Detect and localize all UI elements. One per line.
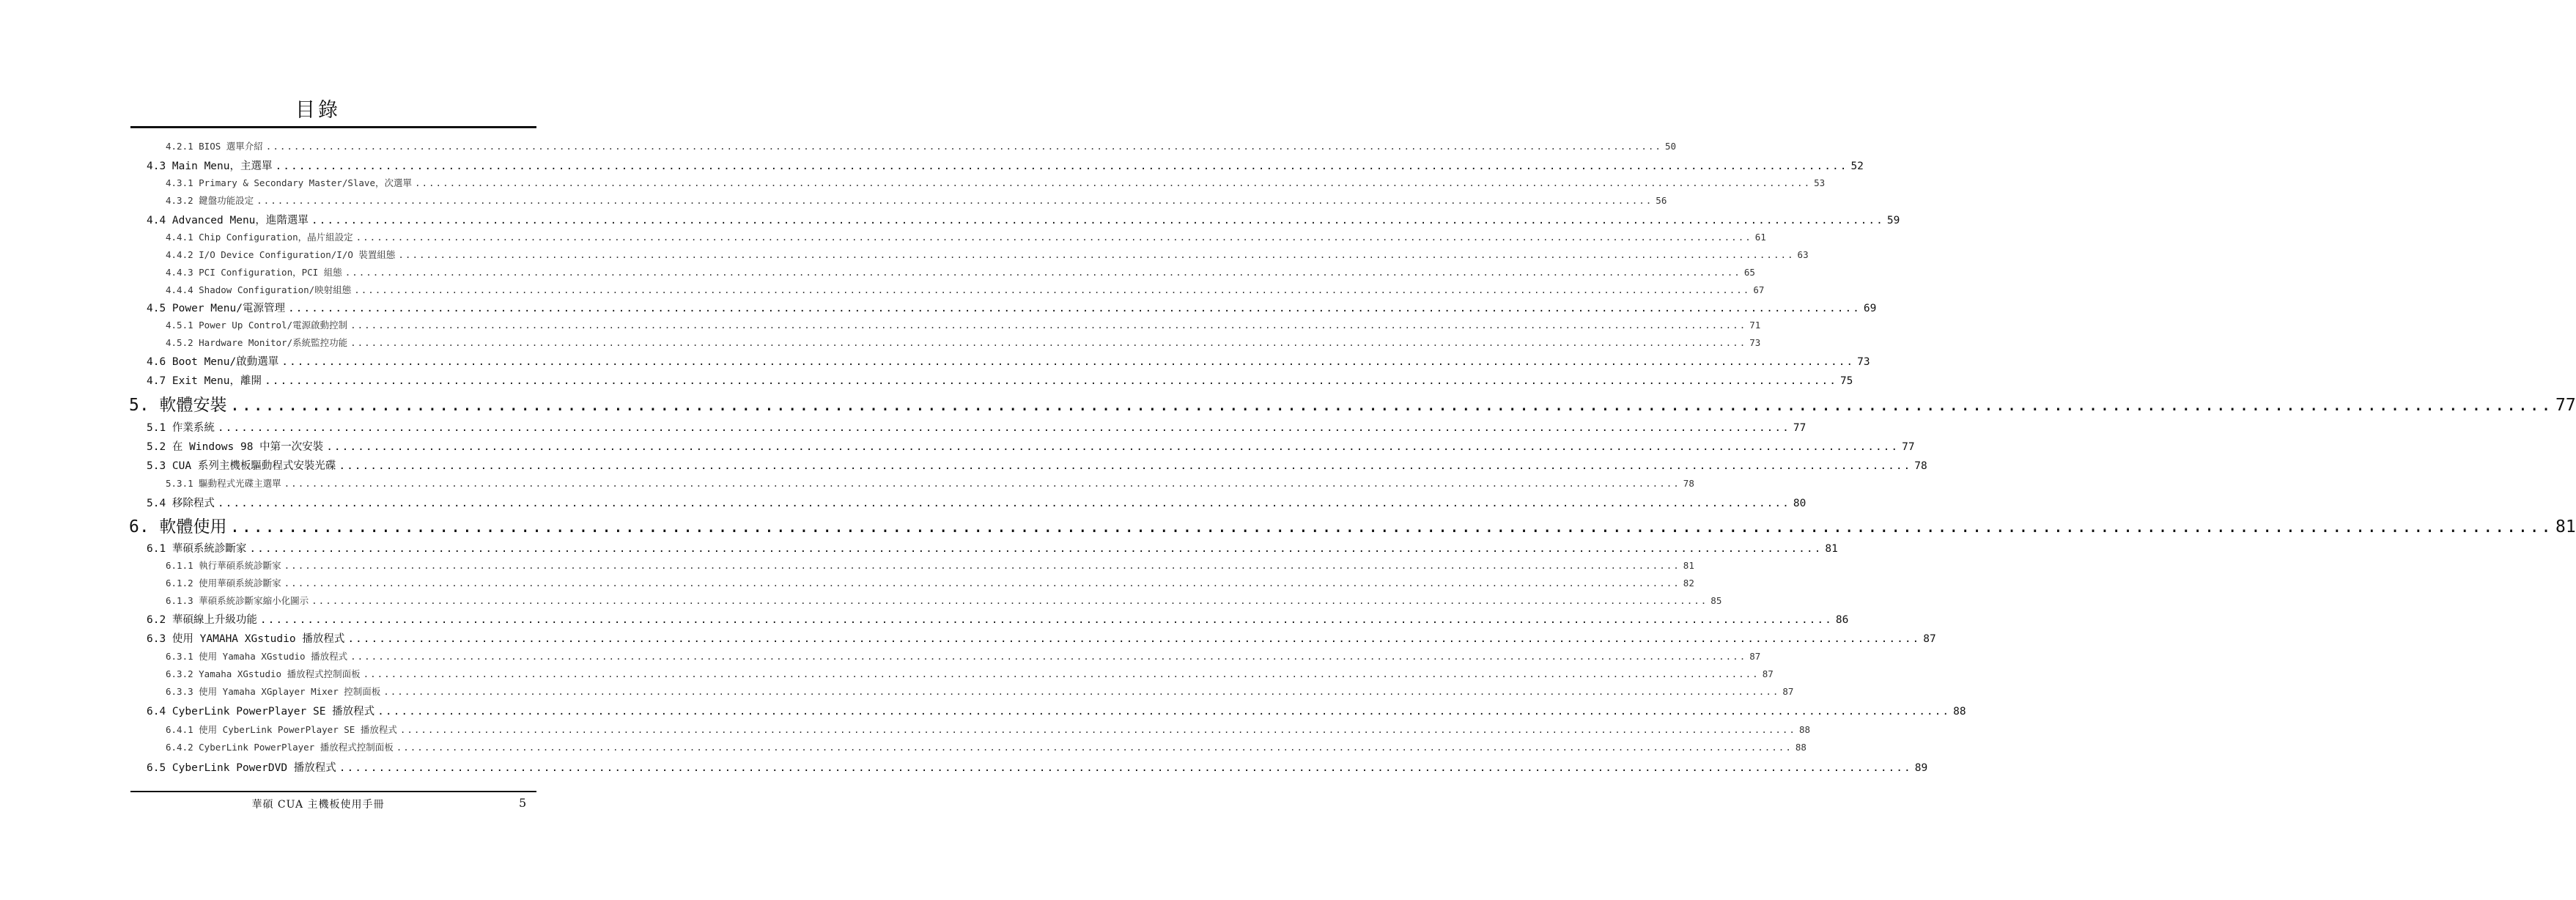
toc-entry bbox=[166, 193, 1667, 207]
toc-leader-dots: ........................................................................................................................................................................................................ bbox=[249, 543, 1823, 555]
toc-leader-dots: ........................................................................................................................................................................................................ bbox=[414, 177, 1812, 188]
toc-entry-label: 6.1 華碩系統診斷家 bbox=[147, 543, 247, 555]
toc-entry-page: 77 bbox=[1793, 422, 1806, 434]
toc-leader-dots: ........................................................................................................................................................................................................ bbox=[265, 375, 1837, 387]
toc-entry bbox=[147, 372, 1853, 388]
toc-entry bbox=[147, 703, 1966, 718]
toc-leader-dots: ........................................................................................................................................................................................................ bbox=[217, 498, 1790, 509]
toc-entry bbox=[166, 265, 1755, 279]
toc-leader-dots: ........................................................................................................................................................................................................ bbox=[339, 762, 1912, 774]
toc-entry-label: 5.3.1 驅動程式光碟主選單 bbox=[166, 478, 281, 489]
toc-entry bbox=[166, 649, 1761, 663]
toc-entry-label: 4.3.2 鍵盤功能設定 bbox=[166, 195, 254, 206]
toc-entry-page: 80 bbox=[1793, 498, 1806, 509]
toc-entry-page: 65 bbox=[1743, 267, 1755, 278]
toc-entry bbox=[147, 630, 1936, 646]
toc-leader-dots: ........................................................................................................................................................................................................ bbox=[275, 161, 1848, 172]
toc-leader-dots: ........................................................................................................................................................................................................ bbox=[350, 651, 1747, 662]
toc-entry-page: 78 bbox=[1683, 478, 1694, 489]
toc-entry-label: 4.4 Advanced Menu，進階選單 bbox=[147, 215, 309, 226]
toc-leader-dots: ........................................................................................................................................................................................................ bbox=[350, 320, 1747, 331]
toc-entry-page: 87 bbox=[1762, 668, 1774, 679]
toc-entry-label: 5.2 在 Windows 98 中第一次安裝 bbox=[147, 441, 324, 453]
toc-entry-label: 6.3 使用 YAMAHA XGstudio 播放程式 bbox=[147, 633, 345, 645]
footer-rule bbox=[130, 791, 536, 792]
footer-title: 華碩 CUA 主機板使用手冊 bbox=[251, 799, 385, 811]
toc-entry bbox=[147, 419, 1806, 435]
toc-entry bbox=[166, 594, 1722, 607]
toc-entry-page: 61 bbox=[1754, 232, 1766, 243]
toc-entry bbox=[147, 540, 1838, 556]
toc-leader-dots: ........................................................................................................................................................................................................ bbox=[284, 560, 1680, 571]
page-title: 目錄 bbox=[295, 99, 341, 122]
toc-entry-label: 6.1.2 使用華碩系統診斷家 bbox=[166, 578, 281, 589]
toc-entry bbox=[166, 558, 1694, 572]
toc-entry bbox=[129, 391, 2576, 416]
toc-entry-label: 4.4.2 I/O Device Configuration/I/O 裝置組態 bbox=[166, 249, 396, 260]
toc-entry-label: 6.3.1 使用 Yamaha XGstudio 播放程式 bbox=[166, 651, 348, 662]
toc-leader-dots: ........................................................................................................................................................................................................ bbox=[311, 595, 1708, 606]
toc-entry-page: 77 bbox=[2555, 396, 2576, 415]
toc-entry-label: 6. 軟體使用 bbox=[129, 517, 227, 536]
toc-entry-label: 4.3 Main Menu，主選單 bbox=[147, 161, 273, 172]
toc-entry bbox=[166, 336, 1761, 349]
toc-entry bbox=[166, 685, 1794, 698]
toc-entry bbox=[166, 576, 1694, 589]
toc-leader-dots: ........................................................................................................................................................................................................ bbox=[350, 337, 1747, 348]
toc-entry bbox=[147, 300, 1877, 315]
toc-entry-label: 4.4.1 Chip Configuration，晶片組設定 bbox=[166, 232, 353, 243]
toc-entry bbox=[147, 611, 1849, 627]
toc-entry-page: 53 bbox=[1814, 177, 1826, 188]
toc-entry bbox=[166, 476, 1694, 490]
toc-entry bbox=[166, 723, 1811, 736]
toc-entry-label: 6.3.3 使用 Yamaha XGplayer Mixer 控制面板 bbox=[166, 686, 381, 697]
toc-entry-page: 81 bbox=[2555, 517, 2576, 536]
toc-entry-label: 5.4 移除程式 bbox=[147, 498, 215, 509]
toc-entry-label: 4.5 Power Menu/電源管理 bbox=[147, 303, 285, 314]
toc-entry-label: 6.2 華碩線上升級功能 bbox=[147, 614, 257, 626]
toc-entry bbox=[166, 139, 1676, 152]
toc-leader-dots: ........................................................................................................................................................................................................ bbox=[229, 396, 2553, 415]
toc-leader-dots: ........................................................................................................................................................................................................ bbox=[354, 284, 1751, 295]
toc-entry bbox=[147, 353, 1870, 369]
toc-entry-label: 5.1 作業系統 bbox=[147, 422, 215, 434]
toc-entry-page: 52 bbox=[1850, 161, 1864, 172]
toc-entry-label: 4.4.3 PCI Configuration，PCI 組態 bbox=[166, 267, 342, 278]
toc-entry-page: 73 bbox=[1749, 337, 1761, 348]
toc-entry-page: 88 bbox=[1795, 742, 1806, 753]
toc-entry-label: 4.5.2 Hardware Monitor/系統監控功能 bbox=[166, 337, 348, 348]
toc-leader-dots: ........................................................................................................................................................................................................ bbox=[284, 478, 1680, 489]
toc-entry-page: 88 bbox=[1953, 706, 1966, 718]
toc-entry-label: 5. 軟體安裝 bbox=[129, 396, 227, 415]
toc-entry-page: 87 bbox=[1782, 686, 1794, 697]
title-rule bbox=[130, 126, 536, 128]
toc-entry bbox=[147, 438, 1915, 454]
toc-entry-label: 4.4.4 Shadow Configuration/映射組態 bbox=[166, 284, 352, 295]
toc-leader-dots: ........................................................................................................................................................................................................ bbox=[217, 422, 1790, 434]
toc-entry-label: 5.3 CUA 系列主機板驅動程式安裝光碟 bbox=[147, 460, 336, 472]
toc-leader-dots: ........................................................................................................................................................................................................ bbox=[339, 460, 1912, 472]
toc-entry-page: 82 bbox=[1683, 578, 1694, 589]
toc-entry bbox=[166, 318, 1761, 331]
toc-entry-page: 63 bbox=[1797, 249, 1809, 260]
toc-entry-label: 6.1.1 執行華碩系統診斷家 bbox=[166, 560, 281, 571]
toc-leader-dots: ........................................................................................................................................................................................................ bbox=[265, 141, 1662, 152]
toc-entry bbox=[147, 212, 1900, 227]
toc-entry-label: 4.2.1 BIOS 選單介紹 bbox=[166, 141, 263, 152]
toc-entry bbox=[166, 283, 1765, 296]
toc-leader-dots: ........................................................................................................................................................................................................ bbox=[399, 724, 1796, 735]
toc-leader-dots: ........................................................................................................................................................................................................ bbox=[377, 706, 1951, 718]
toc-entry-label: 4.5.1 Power Up Control/電源啟動控制 bbox=[166, 320, 348, 331]
toc-entry bbox=[166, 667, 1774, 680]
toc-leader-dots: ........................................................................................................................................................................................................ bbox=[326, 441, 1900, 453]
toc-leader-dots: ........................................................................................................................................................................................................ bbox=[355, 232, 1752, 243]
toc-entry-page: 75 bbox=[1839, 375, 1853, 387]
toc-leader-dots: ........................................................................................................................................................................................................ bbox=[287, 303, 1861, 314]
toc-leader-dots: ........................................................................................................................................................................................................ bbox=[281, 356, 1855, 368]
toc-entry-page: 85 bbox=[1710, 595, 1722, 606]
toc-entry bbox=[166, 176, 1826, 189]
toc-entry-page: 50 bbox=[1664, 141, 1676, 152]
toc-entry-page: 77 bbox=[1902, 441, 1915, 453]
toc-leader-dots: ........................................................................................................................................................................................................ bbox=[383, 686, 1780, 697]
toc-entry bbox=[166, 248, 1809, 261]
toc-entry-page: 88 bbox=[1798, 724, 1811, 735]
toc-entry-page: 89 bbox=[1914, 762, 1928, 774]
toc-entry-label: 4.6 Boot Menu/啟動選單 bbox=[147, 356, 279, 368]
toc-entry-label: 6.4 CyberLink PowerPlayer SE 播放程式 bbox=[147, 706, 375, 718]
toc-entry-page: 86 bbox=[1835, 614, 1849, 626]
toc-entry-page: 87 bbox=[1749, 651, 1761, 662]
toc-entry-label: 6.4.2 CyberLink PowerPlayer 播放程式控制面板 bbox=[166, 742, 394, 753]
toc-leader-dots: ........................................................................................................................................................................................................ bbox=[398, 249, 1795, 260]
toc-entry-page: 73 bbox=[1857, 356, 1870, 368]
toc-entry bbox=[147, 495, 1806, 510]
toc-entry bbox=[147, 457, 1927, 473]
toc-entry bbox=[166, 230, 1766, 243]
toc-entry-page: 59 bbox=[1886, 215, 1900, 226]
toc-leader-dots: ........................................................................................................................................................................................................ bbox=[344, 267, 1741, 278]
toc-entry-page: 81 bbox=[1825, 543, 1838, 555]
toc-entry-label: 4.7 Exit Menu，離開 bbox=[147, 375, 262, 387]
toc-entry bbox=[147, 158, 1864, 173]
toc-entry bbox=[147, 759, 1928, 775]
toc-entry-page: 81 bbox=[1683, 560, 1694, 571]
toc-entry-page: 87 bbox=[1923, 633, 1936, 645]
toc-leader-dots: ........................................................................................................................................................................................................ bbox=[311, 215, 1884, 226]
toc-entry-page: 78 bbox=[1914, 460, 1927, 472]
toc-leader-dots: ........................................................................................................................................................................................................ bbox=[284, 578, 1680, 589]
toc-leader-dots: ........................................................................................................................................................................................................ bbox=[363, 668, 1760, 679]
toc-entry-label: 4.3.1 Primary & Secondary Master/Slave，次選單 bbox=[166, 177, 412, 188]
toc-entry-page: 71 bbox=[1749, 320, 1761, 331]
toc-leader-dots: ........................................................................................................................................................................................................ bbox=[347, 633, 1921, 645]
toc-entry-page: 67 bbox=[1753, 284, 1765, 295]
toc-leader-dots: ........................................................................................................................................................................................................ bbox=[229, 517, 2553, 536]
toc-entry-label: 6.3.2 Yamaha XGstudio 播放程式控制面板 bbox=[166, 668, 361, 679]
toc-entry bbox=[129, 513, 2576, 537]
toc-leader-dots: ........................................................................................................................................................................................................ bbox=[396, 742, 1793, 753]
toc-leader-dots: ........................................................................................................................................................................................................ bbox=[259, 614, 1833, 626]
toc-entry bbox=[166, 740, 1806, 753]
page-number: 5 bbox=[519, 796, 527, 810]
toc-entry-label: 6.4.1 使用 CyberLink PowerPlayer SE 播放程式 bbox=[166, 724, 397, 735]
toc-leader-dots: ........................................................................................................................................................................................................ bbox=[257, 195, 1653, 206]
toc-entry-label: 6.1.3 華碩系統診斷家縮小化圖示 bbox=[166, 595, 309, 606]
toc-entry-page: 56 bbox=[1656, 195, 1667, 206]
toc-entry-label: 6.5 CyberLink PowerDVD 播放程式 bbox=[147, 762, 336, 774]
toc-entry-page: 69 bbox=[1863, 303, 1877, 314]
